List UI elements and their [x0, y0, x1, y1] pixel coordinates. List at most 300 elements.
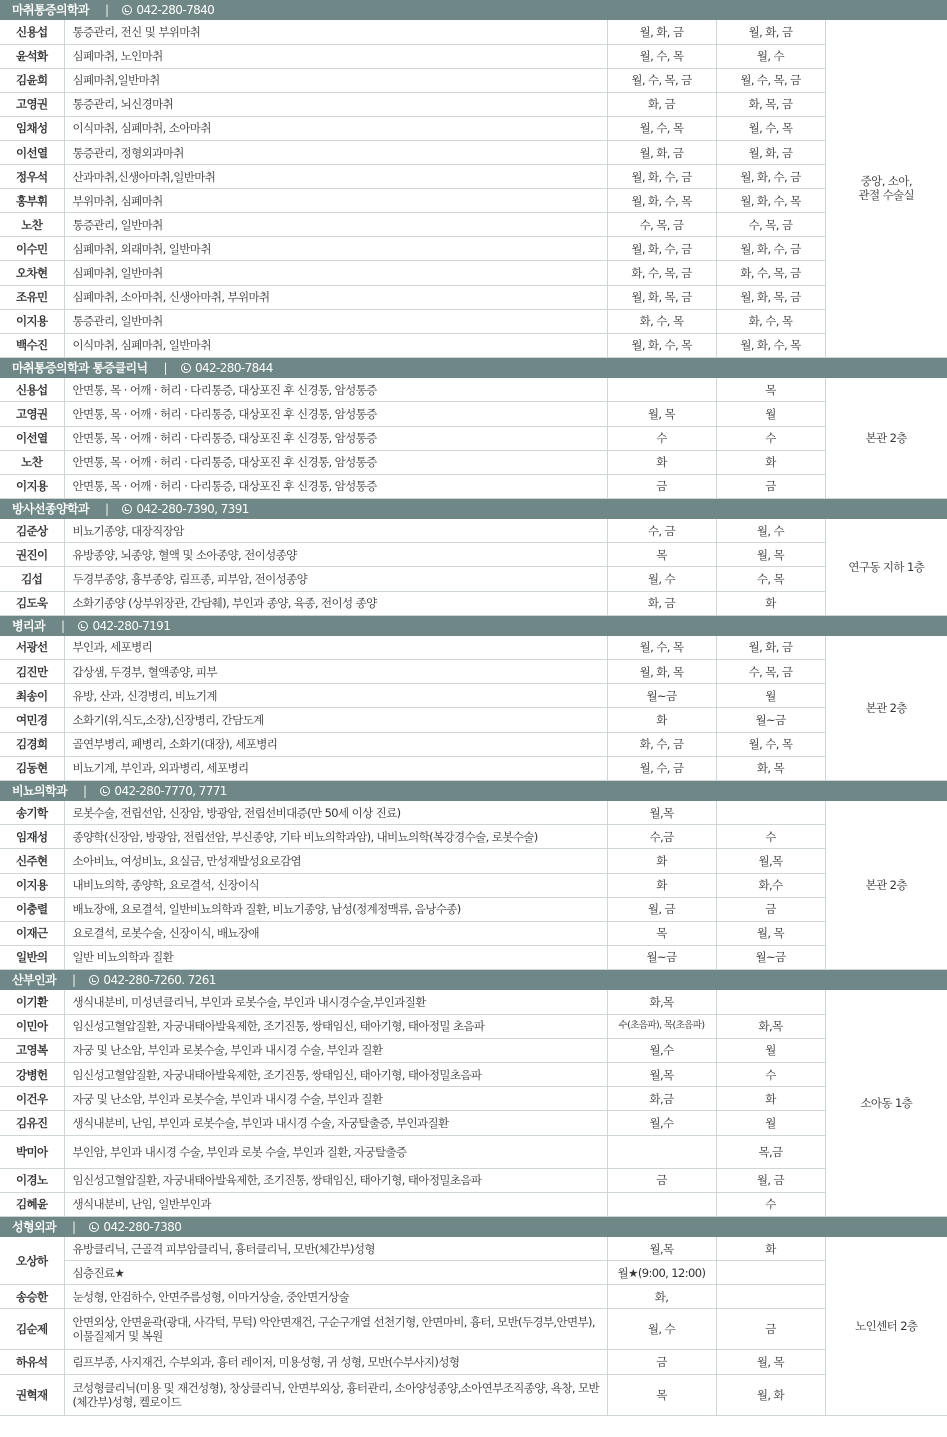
doctor-name: 여민경 — [0, 708, 64, 732]
schedule-pm: 월 — [716, 1111, 825, 1135]
doctor-name: 김경희 — [0, 732, 64, 756]
schedule-pm: 월, 화, 금 — [716, 140, 825, 164]
specialty: 골연부병리, 폐병리, 소화기(대장), 세포병리 — [64, 732, 607, 756]
schedule-am: 월, 수, 목 — [607, 116, 716, 140]
schedule-am: 수,금 — [607, 825, 716, 849]
specialty: 종양학(신장암, 방광암, 전립선암, 부신종양, 기타 비뇨의학과암), 내비뇨의학(복강경수술, 로봇수술) — [64, 825, 607, 849]
table-row — [0, 1014, 947, 1038]
doctor-name: 김순제 — [0, 1309, 64, 1350]
schedule-am: 월, 수, 금 — [607, 756, 716, 780]
doctor-name: 권진이 — [0, 543, 64, 567]
schedule-am: 월, 화, 금 — [607, 140, 716, 164]
specialty: 자궁 및 난소암, 부인과 로봇수술, 부인과 내시경 수술, 부인과 질환 — [64, 1038, 607, 1062]
specialty: 이식마취, 심폐마취, 일반마취 — [64, 333, 607, 357]
section-phone: 042-280-7380 — [103, 1219, 182, 1234]
schedule-am: 화, 금 — [607, 92, 716, 116]
schedule-am: 화,목 — [607, 990, 716, 1014]
schedule-pm: 월~금 — [716, 945, 825, 969]
location: 본관 2층 — [825, 801, 947, 970]
doctor-name: 고영복 — [0, 1038, 64, 1062]
separator: | — [104, 3, 109, 17]
table-row — [0, 1135, 947, 1168]
specialty: 심폐마취, 일반마취 — [64, 261, 607, 285]
specialty: 통증관리, 전신 및 부위마취 — [64, 20, 607, 44]
table-row — [0, 474, 947, 498]
specialty: 부인암, 부인과 내시경 수술, 부인과 로봇 수술, 부인과 질환, 자궁탈출증 — [64, 1135, 607, 1168]
section-header-cell — [0, 0, 947, 20]
location: 소아동 1층 — [825, 990, 947, 1217]
specialty: 임신성고혈압질환, 자궁내태아발육제한, 조기진통, 쌍태임신, 태아기형, 태아정밀초음파 — [64, 1168, 607, 1192]
schedule-pm: 수, 목 — [716, 567, 825, 591]
doctor-name: 일반의 — [0, 945, 64, 969]
section-phone: 042-280-7840 — [136, 3, 215, 17]
schedule-pm: 금 — [716, 1309, 825, 1350]
section-header — [0, 615, 947, 636]
table-row — [0, 1237, 947, 1261]
table-row — [0, 1111, 947, 1135]
specialty: 소화기(위,식도,소장),신장병리, 간담도계 — [64, 708, 607, 732]
separator: | — [71, 1219, 76, 1234]
doctor-name: 정우석 — [0, 165, 64, 189]
schedule-am: 화 — [607, 849, 716, 873]
phone-icon — [181, 363, 191, 373]
table-row — [0, 591, 947, 615]
schedule-pm: 월, 수 — [716, 44, 825, 68]
schedule-pm: 수 — [716, 1062, 825, 1086]
specialty: 심폐마취, 소아마취, 신생아마취, 부위마취 — [64, 285, 607, 309]
section-title: 병리과 — [12, 618, 45, 633]
schedule-am: 금 — [607, 1168, 716, 1192]
schedule-pm: 월, 화, 수, 금 — [716, 165, 825, 189]
section-header-cell — [0, 969, 947, 990]
location: 노인센터 2층 — [825, 1237, 947, 1415]
schedule-pm: 월, 화, 수, 목 — [716, 333, 825, 357]
schedule-am: 월,목 — [607, 801, 716, 825]
specialty: 부인과, 세포병리 — [64, 636, 607, 660]
schedule-pm: 월, 수 — [716, 519, 825, 543]
section-header — [0, 780, 947, 801]
doctor-name: 이재근 — [0, 921, 64, 945]
phone-icon — [100, 786, 110, 796]
schedule-pm — [716, 801, 825, 825]
schedule-pm: 화,목 — [716, 1014, 825, 1038]
section-title: 방사선종양학과 — [12, 501, 89, 516]
specialty: 심층진료★ — [64, 1261, 607, 1285]
specialty: 유방클리닉, 근골격 피부암클리닉, 흉터클리닉, 모반(체간부)성형 — [64, 1237, 607, 1261]
specialty: 통증관리, 일반마취 — [64, 309, 607, 333]
schedule-am — [607, 1135, 716, 1168]
specialty: 두경부종양, 흉부종양, 림프종, 피부암, 전이성종양 — [64, 567, 607, 591]
schedule-am: 목 — [607, 921, 716, 945]
doctor-name: 이지용 — [0, 474, 64, 498]
schedule-am: 월, 화, 수, 금 — [607, 165, 716, 189]
schedule-pm: 화, 목 — [716, 756, 825, 780]
schedule-am: 화, 수, 금 — [607, 732, 716, 756]
schedule-am: 화,금 — [607, 1087, 716, 1111]
section-header-cell — [0, 780, 947, 801]
schedule-am: 월, 목 — [607, 402, 716, 426]
table-row — [0, 1168, 947, 1192]
specialty: 소아비뇨, 여성비뇨, 요실금, 만성재발성요로감염 — [64, 849, 607, 873]
schedule-pm: 월, 수, 목, 금 — [716, 68, 825, 92]
schedule-pm: 월, 목 — [716, 543, 825, 567]
schedule-pm: 화 — [716, 450, 825, 474]
section-phone: 042-280-7191 — [92, 618, 171, 633]
table-row — [0, 426, 947, 450]
specialty: 배뇨장애, 요로결석, 일반비뇨의학과 질환, 비뇨기종양, 남성(정계정맥류, 음낭수종) — [64, 897, 607, 921]
schedule-am: 화, 수, 목 — [607, 309, 716, 333]
table-row — [0, 990, 947, 1014]
doctor-name: 김유진 — [0, 1111, 64, 1135]
table-row — [0, 1087, 947, 1111]
doctor-name: 이수민 — [0, 237, 64, 261]
schedule-am: 월,목 — [607, 1062, 716, 1086]
specialty: 갑상샘, 두경부, 혈액종양, 피부 — [64, 660, 607, 684]
table-row — [0, 1038, 947, 1062]
table-row — [0, 333, 947, 357]
doctor-name: 김윤희 — [0, 68, 64, 92]
schedule-am: 월, 수, 목 — [607, 44, 716, 68]
table-row — [0, 684, 947, 708]
specialty: 임신성고혈압질환, 자궁내태아발육제한, 조기진통, 쌍태임신, 태아기형, 태아정밀초음파 — [64, 1062, 607, 1086]
section-header — [0, 0, 947, 20]
table-row — [0, 44, 947, 68]
schedule-am: 월,수 — [607, 1111, 716, 1135]
doctor-name: 이건우 — [0, 1087, 64, 1111]
section-header-cell — [0, 1216, 947, 1237]
schedule-am: 수, 금 — [607, 519, 716, 543]
section-header-cell — [0, 615, 947, 636]
specialty: 비뇨기계, 부인과, 외과병리, 세포병리 — [64, 756, 607, 780]
location: 본관 2층 — [825, 378, 947, 498]
schedule-pm: 수 — [716, 825, 825, 849]
table-row — [0, 756, 947, 780]
specialty: 안면통, 목 · 어깨 · 허리 · 다리통증, 대상포진 후 신경통, 암성통증 — [64, 426, 607, 450]
schedule-am: 화, 금 — [607, 591, 716, 615]
schedule-pm: 목 — [716, 378, 825, 402]
schedule-pm: 월, 목 — [716, 921, 825, 945]
schedule-am: 월, 화, 목, 금 — [607, 285, 716, 309]
table-row — [0, 1261, 947, 1285]
schedule-pm: 월, 수, 목 — [716, 732, 825, 756]
doctor-name: 강병헌 — [0, 1062, 64, 1086]
table-row — [0, 1309, 947, 1350]
doctor-name: 이지용 — [0, 309, 64, 333]
schedule-pm: 월~금 — [716, 708, 825, 732]
table-row — [0, 116, 947, 140]
phone-icon — [122, 5, 132, 15]
schedule-pm: 월 — [716, 402, 825, 426]
doctor-name: 권혁재 — [0, 1374, 64, 1415]
separator: | — [104, 501, 109, 516]
specialty: 통증관리, 일반마취 — [64, 213, 607, 237]
location: 본관 2층 — [825, 636, 947, 781]
section-header — [0, 357, 947, 378]
phone-icon — [122, 504, 132, 514]
table-row — [0, 801, 947, 825]
table-row — [0, 1350, 947, 1374]
specialty: 부위마취, 심폐마취 — [64, 189, 607, 213]
section-header — [0, 498, 947, 519]
specialty: 이식마취, 심폐마취, 소아마취 — [64, 116, 607, 140]
doctor-name: 조유민 — [0, 285, 64, 309]
schedule-am: 월, 수, 목, 금 — [607, 68, 716, 92]
doctor-name: 이충렬 — [0, 897, 64, 921]
schedule-pm: 월 — [716, 1038, 825, 1062]
schedule-am: 화 — [607, 873, 716, 897]
doctor-name: 박미아 — [0, 1135, 64, 1168]
doctor-name: 오상하 — [0, 1237, 64, 1285]
schedule-am: 월~금 — [607, 945, 716, 969]
doctor-name: 김도욱 — [0, 591, 64, 615]
doctor-name: 임재성 — [0, 825, 64, 849]
doctor-name: 오차현 — [0, 261, 64, 285]
table-row — [0, 825, 947, 849]
specialty: 안면통, 목 · 어깨 · 허리 · 다리통증, 대상포진 후 신경통, 암성통증 — [64, 474, 607, 498]
schedule-am: 월, 화, 수, 금 — [607, 237, 716, 261]
doctor-name: 임채성 — [0, 116, 64, 140]
schedule-am: 월★(9:00, 12:00) — [607, 1261, 716, 1285]
schedule-pm — [716, 1285, 825, 1309]
table-row — [0, 945, 947, 969]
doctor-name: 서광선 — [0, 636, 64, 660]
doctor-name: 신주현 — [0, 849, 64, 873]
schedule-pm: 화 — [716, 591, 825, 615]
specialty: 심폐마취, 노인마취 — [64, 44, 607, 68]
table-row — [0, 92, 947, 116]
specialty: 비뇨기종양, 대장직장암 — [64, 519, 607, 543]
schedule-am: 화, 수, 목, 금 — [607, 261, 716, 285]
section-title: 비뇨의학과 — [12, 783, 67, 798]
doctor-name: 노찬 — [0, 450, 64, 474]
schedule-am: 월, 화, 목 — [607, 660, 716, 684]
table-row — [0, 68, 947, 92]
doctor-name: 윤석화 — [0, 44, 64, 68]
section-phone: 042-280-7390, 7391 — [136, 501, 249, 516]
doctor-name: 송승한 — [0, 1285, 64, 1309]
schedule-am — [607, 1192, 716, 1216]
specialty: 유방종양, 뇌종양, 혈액 및 소아종양, 전이성종양 — [64, 543, 607, 567]
schedule-pm: 화, 목, 금 — [716, 92, 825, 116]
table-row — [0, 378, 947, 402]
schedule-pm — [716, 990, 825, 1014]
schedule-pm: 화,수 — [716, 873, 825, 897]
table-row — [0, 708, 947, 732]
schedule-pm: 월, 화, 금 — [716, 636, 825, 660]
doctor-name: 김혜윤 — [0, 1192, 64, 1216]
doctor-name: 이민아 — [0, 1014, 64, 1038]
separator: | — [60, 618, 65, 633]
doctor-name: 송기학 — [0, 801, 64, 825]
table-row — [0, 20, 947, 44]
specialty: 심폐마취, 외래마취, 일반마취 — [64, 237, 607, 261]
specialty: 임신성고혈압질환, 자궁내태아발육제한, 조기진통, 쌍태임신, 태아기형, 태아정밀 초음파 — [64, 1014, 607, 1038]
section-phone: 042-280-7844 — [194, 360, 273, 375]
specialty: 생식내분비, 난임, 부인과 로봇수술, 부인과 내시경 수술, 자궁탈출증, 부인과질환 — [64, 1111, 607, 1135]
doctor-name: 이경노 — [0, 1168, 64, 1192]
table-row — [0, 1285, 947, 1309]
table-row — [0, 921, 947, 945]
doctor-name: 김진만 — [0, 660, 64, 684]
schedule-am: 목 — [607, 543, 716, 567]
table-row — [0, 1062, 947, 1086]
section-header — [0, 969, 947, 990]
section-title: 산부인과 — [12, 972, 56, 987]
schedule-am: 월, 화, 금 — [607, 20, 716, 44]
schedule-am: 금 — [607, 1350, 716, 1374]
separator: | — [163, 360, 167, 375]
schedule-pm: 월, 화 — [716, 1374, 825, 1415]
table-row — [0, 543, 947, 567]
schedule-pm: 수 — [716, 1192, 825, 1216]
table-row — [0, 450, 947, 474]
table-row — [0, 873, 947, 897]
specialty: 눈성형, 안검하수, 안면주름성형, 이마거상술, 중안면거상술 — [64, 1285, 607, 1309]
table-row — [0, 237, 947, 261]
doctor-name: 신용섭 — [0, 20, 64, 44]
schedule-am: 월, 수 — [607, 567, 716, 591]
schedule-am: 월, 수, 목 — [607, 636, 716, 660]
specialty: 안면통, 목 · 어깨 · 허리 · 다리통증, 대상포진 후 신경통, 암성통증 — [64, 378, 607, 402]
doctor-name: 이지용 — [0, 873, 64, 897]
table-row — [0, 165, 947, 189]
schedule-pm: 화 — [716, 1237, 825, 1261]
specialty: 통증관리, 뇌신경마취 — [64, 92, 607, 116]
doctor-name: 최송이 — [0, 684, 64, 708]
schedule-am: 금 — [607, 474, 716, 498]
schedule-pm: 수, 목, 금 — [716, 213, 825, 237]
table-row — [0, 1374, 947, 1415]
schedule-am: 화 — [607, 450, 716, 474]
schedule-pm: 월, 화, 수, 금 — [716, 237, 825, 261]
separator: | — [82, 783, 87, 798]
schedule-pm: 화, 수, 목 — [716, 309, 825, 333]
specialty: 심폐마취,일반마취 — [64, 68, 607, 92]
specialty: 통증관리, 정형외과마취 — [64, 140, 607, 164]
schedule-pm: 금 — [716, 474, 825, 498]
separator: | — [71, 972, 76, 987]
doctor-name: 이기환 — [0, 990, 64, 1014]
table-row — [0, 213, 947, 237]
table-row — [0, 402, 947, 426]
schedule-am: 수(초음파), 목(초음파) — [607, 1014, 716, 1038]
phone-icon — [89, 975, 99, 985]
schedule-pm: 수 — [716, 426, 825, 450]
section-header-cell — [0, 357, 947, 378]
table-row — [0, 261, 947, 285]
section-title: 성형외과 — [12, 1219, 56, 1234]
specialty: 로봇수술, 전립선암, 신장암, 방광암, 전립선비대증(만 50세 이상 진료) — [64, 801, 607, 825]
table-row — [0, 519, 947, 543]
doctor-name: 김준상 — [0, 519, 64, 543]
specialty: 안면통, 목 · 어깨 · 허리 · 다리통증, 대상포진 후 신경통, 암성통증 — [64, 402, 607, 426]
schedule-pm — [716, 1261, 825, 1285]
table-row — [0, 140, 947, 164]
specialty: 안면통, 목 · 어깨 · 허리 · 다리통증, 대상포진 후 신경통, 암성통증 — [64, 450, 607, 474]
location: 중앙, 소아, 관절 수술실 — [825, 20, 947, 357]
doctor-name: 이선열 — [0, 140, 64, 164]
location: 연구동 지하 1층 — [825, 519, 947, 615]
doctor-name: 홍부휘 — [0, 189, 64, 213]
specialty: 소화기종양 (상부위장관, 간담췌), 부인과 종양, 육종, 전이성 종양 — [64, 591, 607, 615]
table-row — [0, 732, 947, 756]
schedule-pm: 월, 화, 수, 목 — [716, 189, 825, 213]
schedule-am: 수 — [607, 426, 716, 450]
schedule-pm: 금 — [716, 897, 825, 921]
doctor-name: 하유석 — [0, 1350, 64, 1374]
specialty: 안면외상, 안면윤곽(광대, 사각턱, 무턱) 악안면재건, 구순구개열 선천기형, 안면마비, 흉터, 모반(두경부,안면부), 이물질제거 및 복원 — [64, 1309, 607, 1350]
table-row — [0, 285, 947, 309]
table-row — [0, 309, 947, 333]
table-row — [0, 189, 947, 213]
schedule-am: 목 — [607, 1374, 716, 1415]
specialty: 일반 비뇨의학과 질환 — [64, 945, 607, 969]
schedule-pm: 월, 목 — [716, 1350, 825, 1374]
doctor-name: 고영권 — [0, 92, 64, 116]
doctor-name: 이선열 — [0, 426, 64, 450]
schedule-am — [607, 378, 716, 402]
section-title: 마취통증의학과 통증클리닉 — [12, 360, 148, 375]
section-phone: 042-280-7770, 7771 — [114, 783, 227, 798]
section-header — [0, 1216, 947, 1237]
specialty: 림프부종, 사지재건, 수부외과, 흉터 레이저, 미용성형, 귀 성형, 모반(수부사지)성형 — [64, 1350, 607, 1374]
schedule-pm: 월, 수, 목 — [716, 116, 825, 140]
schedule-am: 월, 금 — [607, 897, 716, 921]
table-row — [0, 660, 947, 684]
table-row — [0, 567, 947, 591]
section-phone: 042-280-7260. 7261 — [103, 972, 216, 987]
schedule-am: 화, — [607, 1285, 716, 1309]
schedule-am: 월~금 — [607, 684, 716, 708]
doctor-name: 백수진 — [0, 333, 64, 357]
phone-icon — [78, 621, 88, 631]
schedule-am: 월, 화, 수, 목 — [607, 189, 716, 213]
section-title: 마취통증의학과 — [12, 3, 89, 17]
schedule-pm: 화 — [716, 1087, 825, 1111]
doctor-name: 김동현 — [0, 756, 64, 780]
doctor-name: 신용섭 — [0, 378, 64, 402]
specialty: 산과마취,신생아마취,일반마취 — [64, 165, 607, 189]
specialty: 생식내분비, 난임, 일반부인과 — [64, 1192, 607, 1216]
table-row — [0, 849, 947, 873]
schedule-pm: 월,목 — [716, 849, 825, 873]
schedule-am: 수, 목, 금 — [607, 213, 716, 237]
schedule-pm: 월, 금 — [716, 1168, 825, 1192]
schedule-pm: 수, 목, 금 — [716, 660, 825, 684]
doctor-name: 김섭 — [0, 567, 64, 591]
schedule-am: 월, 수 — [607, 1309, 716, 1350]
doctor-name: 노찬 — [0, 213, 64, 237]
specialty: 코성형클리닉(미용 및 재건성형), 창상클리닉, 안면부외상, 흉터관리, 소아양성종양,소아연부조직종양, 욕창, 모반(체간부)성형, 켈로이드 — [64, 1374, 607, 1415]
schedule-pm: 목,금 — [716, 1135, 825, 1168]
phone-icon — [89, 1222, 99, 1232]
specialty: 생식내분비, 미성년클리닉, 부인과 로봇수술, 부인과 내시경수술,부인과질환 — [64, 990, 607, 1014]
section-header-cell — [0, 498, 947, 519]
table-row — [0, 636, 947, 660]
schedule-pm: 월 — [716, 684, 825, 708]
schedule-am: 월,수 — [607, 1038, 716, 1062]
table-row — [0, 897, 947, 921]
table-row — [0, 1192, 947, 1216]
specialty: 내비뇨의학, 종양학, 요로결석, 신장이식 — [64, 873, 607, 897]
schedule-am: 화 — [607, 708, 716, 732]
specialty: 요로결석, 로봇수술, 신장이식, 배뇨장애 — [64, 921, 607, 945]
schedule-am: 월,목 — [607, 1237, 716, 1261]
schedule-am: 월, 화, 수, 목 — [607, 333, 716, 357]
schedule-pm: 화, 수, 목, 금 — [716, 261, 825, 285]
specialty: 자궁 및 난소암, 부인과 로봇수술, 부인과 내시경 수술, 부인과 질환 — [64, 1087, 607, 1111]
schedule-pm: 월, 화, 목, 금 — [716, 285, 825, 309]
